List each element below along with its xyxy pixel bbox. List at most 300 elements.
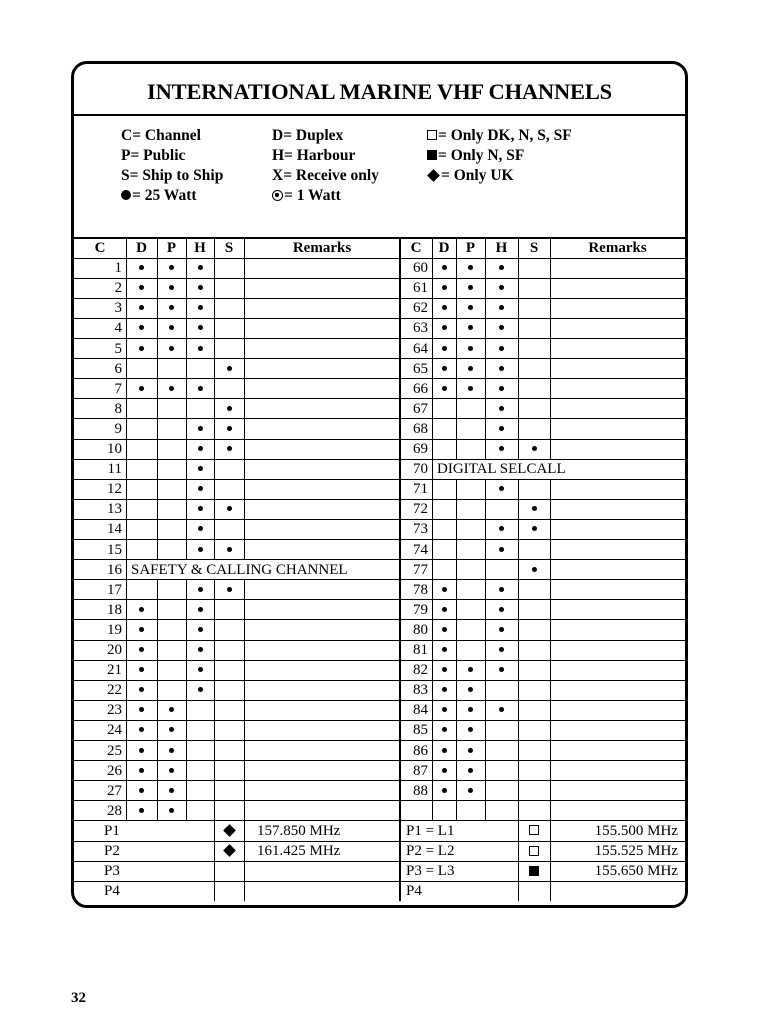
left-cell-h [186,439,214,459]
bullet-icon [468,768,473,773]
left-channel-number: 15 [107,541,122,558]
right-cell-h [485,298,518,318]
left-cell-h [186,499,214,519]
bullet-icon [442,707,447,712]
bullet-icon [139,647,144,652]
right-cell-d [432,339,456,359]
bullet-icon [198,687,203,692]
right-cell-h [485,439,518,459]
bullet-icon [139,607,144,612]
bullet-icon [442,366,447,371]
legend-receive-only: X= Receive only [272,167,379,184]
grid-row-line [74,640,685,641]
right-channel-number: 73 [413,521,428,538]
right-header-d: D [438,240,450,256]
right-cell-h [485,620,518,640]
bullet-icon [198,506,203,511]
left-cell-h [186,479,214,499]
right-channel-number: 74 [413,541,428,558]
bullet-icon [442,687,447,692]
bullet-icon [468,748,473,753]
bullet-icon [139,707,144,712]
left-cell-s [214,399,244,419]
right-cell-d [432,620,456,640]
left-c-column-line [126,560,127,580]
bullet-icon [198,386,203,391]
right-private-channel: P4 [406,883,422,900]
left-private-channel: P3 [104,863,120,880]
bullet-icon [227,366,232,371]
bullet-icon [532,446,537,451]
left-cell-h [186,620,214,640]
left-cell-h [186,540,214,560]
left-cell-d [126,640,157,660]
right-cell-p [456,660,485,680]
bullet-icon [169,305,174,310]
bullet-icon [442,647,447,652]
bullet-icon [139,667,144,672]
right-cell-h [485,600,518,620]
left-cell-d [126,680,157,700]
right-cell-d [432,580,456,600]
right-channel-number: 86 [413,742,428,759]
bullet-icon [468,346,473,351]
bullet-icon [169,788,174,793]
right-cell-p [456,298,485,318]
grid-row-line [74,619,685,620]
left-channel-number: 27 [107,782,122,799]
bullet-icon [442,346,447,351]
right-channel-number: 85 [413,722,428,739]
left-channel-number: 25 [107,742,122,759]
right-cell-h [485,519,518,539]
left-channel-number: 26 [107,762,122,779]
right-private-symbol [518,841,550,861]
right-cell-d [432,318,456,338]
bullet-icon [227,547,232,552]
left-cell-h [186,600,214,620]
bullet-icon [499,265,504,270]
bullet-icon [227,426,232,431]
bullet-icon [198,325,203,330]
left-private-channel: P2 [104,843,120,859]
bullet-icon [139,687,144,692]
left-header-c: C [94,240,106,256]
bullet-icon [169,285,174,290]
left-channel-remark: SAFETY & CALLING CHANNEL [131,561,348,578]
right-private-channel: P2 = L2 [406,843,455,859]
left-cell-s [214,580,244,600]
right-cell-d [432,680,456,700]
bullet-icon [499,587,504,592]
bullet-icon [442,285,447,290]
bullet-icon [139,386,144,391]
legend-only-dk-n-s-sf [427,127,572,145]
left-cell-d [126,278,157,298]
right-cell-p [456,680,485,700]
right-cell-d [432,761,456,781]
grid-row-line [74,439,685,440]
right-cell-p [456,258,485,278]
grid-row-line [74,660,685,661]
left-cell-p [157,278,186,298]
right-cell-h [485,640,518,660]
left-cell-h [186,258,214,278]
grid-row-line [74,519,685,520]
legend-only-n-sf [427,147,524,165]
ringed-dot-icon [272,190,283,201]
right-cell-h [485,399,518,419]
bullet-icon [442,627,447,632]
right-channel-number [400,801,428,821]
right-cell-p [456,278,485,298]
bullet-icon [198,285,203,290]
left-cell-p [157,298,186,318]
left-channel-number: 18 [107,601,122,618]
filled-square-icon [529,866,539,876]
right-channel-number: 69 [413,441,428,457]
bullet-icon [139,727,144,732]
bullet-icon [532,526,537,531]
right-channel-number: 60 [413,260,428,277]
bullet-icon [499,627,504,632]
left-cell-h [186,419,214,439]
bullet-icon [442,587,447,592]
right-cell-h [485,339,518,359]
left-private-symbol [214,821,244,841]
right-channel-number: 81 [413,642,428,658]
right-channel-number: 62 [413,300,428,317]
right-cell-p [456,741,485,761]
left-private-frequency: 161.425 MHz [257,843,341,859]
right-cell-p [456,781,485,801]
right-channel-number: 70 [413,461,428,478]
bullet-icon [198,647,203,652]
left-cell-s [214,419,244,439]
left-channel-number: 21 [107,662,122,679]
bullet-icon [499,346,504,351]
bullet-icon [169,727,174,732]
right-cell-d [432,781,456,801]
bullet-icon [169,346,174,351]
right-channel-number: 88 [413,782,428,799]
left-channel-number: 7 [114,380,122,397]
right-channel-number: 87 [413,762,428,779]
right-header-c: C [410,240,422,256]
left-cell-p [157,761,186,781]
bullet-icon [532,567,537,572]
right-channel-number: 79 [413,601,428,618]
right-cell-h [485,258,518,278]
bullet-icon [442,305,447,310]
left-cell-p [157,781,186,801]
left-channel-number: 6 [114,360,122,377]
bullet-icon [198,526,203,531]
right-cell-p [456,720,485,740]
page-title: INTERNATIONAL MARINE VHF CHANNELS [74,64,685,116]
left-private-channel: P4 [104,883,120,900]
right-header-s: S [529,240,539,256]
left-cell-d [126,258,157,278]
right-channel-remark: DIGITAL SELCALL [437,461,566,478]
left-channel-number: 11 [107,461,122,478]
bullet-icon [139,325,144,330]
right-channel-number: 83 [413,682,428,699]
bullet-icon [468,325,473,330]
bullet-icon [198,466,203,471]
left-channel-number: 14 [107,521,122,538]
right-cell-h [485,540,518,560]
left-channel-number: 12 [107,481,122,498]
left-header-h: H [194,240,206,256]
bullet-icon [499,325,504,330]
right-channel-number: 71 [413,481,428,498]
left-cell-d [126,741,157,761]
right-channel-number: 64 [413,340,428,357]
legend-public: P= Public [121,147,186,164]
right-cell-p [456,339,485,359]
right-cell-h [485,700,518,720]
legend-only-dk-label: = Only DK, N, S, SF [438,127,572,144]
bullet-icon [499,526,504,531]
left-private-channel: P1 [104,822,120,839]
left-cell-d [126,801,157,821]
bullet-icon [139,748,144,753]
bullet-icon [499,607,504,612]
open-square-icon [529,825,539,835]
bullet-icon [499,446,504,451]
right-cell-s [518,560,550,580]
right-header-p: P [465,240,476,256]
right-header-remarks: Remarks [588,240,647,256]
filled-circle-icon [121,190,131,200]
left-channel-number: 23 [107,702,122,719]
left-cell-p [157,379,186,399]
bullet-icon [198,426,203,431]
left-cell-p [157,741,186,761]
legend-channel: C= Channel [121,127,201,144]
left-cell-s [214,499,244,519]
right-cell-d [432,720,456,740]
bullet-icon [139,346,144,351]
bullet-icon [468,305,473,310]
right-cell-d [432,258,456,278]
legend-1-watt-label: = 1 Watt [284,187,341,204]
right-channel-number: 65 [413,360,428,377]
filled-square-icon [427,150,437,160]
bullet-icon [169,386,174,391]
bullet-icon [169,325,174,330]
right-channel-number: 68 [413,420,428,437]
right-channel-number: 63 [413,320,428,337]
bullet-icon [468,687,473,692]
left-cell-h [186,640,214,660]
bullet-icon [499,547,504,552]
legend-only-uk-label: = Only UK [441,167,514,184]
left-cell-d [126,720,157,740]
bullet-icon [499,305,504,310]
bullet-icon [442,325,447,330]
left-header-remarks: Remarks [292,240,352,256]
legend-25-watt [121,187,197,205]
right-private-channel: P3 = L3 [406,863,455,880]
left-cell-d [126,620,157,640]
right-private-channel: P1 = L1 [406,822,455,839]
left-cell-d [126,600,157,620]
bullet-icon [198,547,203,552]
bullet-icon [227,406,232,411]
left-header-d: D [136,240,147,256]
bullet-icon [499,486,504,491]
legend-ship-to-ship: S= Ship to Ship [121,167,224,184]
left-cell-h [186,660,214,680]
right-cell-p [456,318,485,338]
left-channel-number: 17 [107,581,122,598]
legend-only-n-label: = Only N, SF [438,147,525,164]
bullet-icon [468,788,473,793]
left-channel-number: 28 [107,802,122,819]
bullet-icon [499,386,504,391]
filled-diamond-icon [223,824,236,837]
right-cell-s [518,499,550,519]
bullet-icon [169,748,174,753]
bullet-icon [468,707,473,712]
left-cell-d [126,660,157,680]
left-cell-h [186,459,214,479]
left-channel-number: 10 [107,441,122,457]
left-cell-p [157,339,186,359]
left-cell-p [157,258,186,278]
right-cell-h [485,359,518,379]
bullet-icon [442,727,447,732]
left-cell-d [126,700,157,720]
left-cell-s [214,439,244,459]
bullet-icon [139,305,144,310]
right-channel-number: 67 [413,400,428,417]
bullet-icon [468,667,473,672]
right-channel-number: 78 [413,581,428,598]
legend-only-uk [427,167,514,185]
legend-1-watt [272,187,341,205]
left-cell-d [126,318,157,338]
bullet-icon [442,748,447,753]
open-square-icon [529,846,539,856]
right-cell-h [485,580,518,600]
right-cell-p [456,359,485,379]
left-cell-h [186,580,214,600]
right-cell-d [432,741,456,761]
bullet-icon [139,788,144,793]
legend [74,116,685,238]
left-cell-h [186,298,214,318]
bullet-icon [169,768,174,773]
bullet-icon [499,647,504,652]
left-channel-number: 19 [107,621,122,638]
bullet-icon [442,667,447,672]
right-cell-p [456,379,485,399]
left-cell-d [126,298,157,318]
right-cell-d [432,600,456,620]
left-cell-h [186,680,214,700]
bullet-icon [499,406,504,411]
bullet-icon [227,506,232,511]
right-private-frequency: 155.650 MHz [594,863,678,880]
bullet-icon [499,667,504,672]
left-column-line [244,580,245,821]
left-header-s: S [224,240,234,256]
bullet-icon [227,446,232,451]
left-cell-p [157,720,186,740]
bullet-icon [442,788,447,793]
bullet-icon [198,305,203,310]
bullet-icon [468,727,473,732]
filled-diamond-icon [427,169,440,182]
bullet-icon [139,265,144,270]
right-c-column-line [432,459,433,479]
bullet-icon [198,667,203,672]
right-cell-h [485,278,518,298]
bullet-icon [532,506,537,511]
right-private-frequency: 155.525 MHz [594,843,678,859]
left-cell-s [214,359,244,379]
right-cell-h [485,419,518,439]
left-cell-h [186,379,214,399]
channel-table-frame [71,61,688,908]
bullet-icon [442,768,447,773]
left-channel-number: 2 [114,280,122,297]
right-column-line [550,238,551,459]
bullet-icon [169,707,174,712]
bullet-icon [139,627,144,632]
bullet-icon [468,285,473,290]
bullet-icon [139,808,144,813]
left-cell-d [126,379,157,399]
right-header-h: H [495,240,508,256]
legend-duplex: D= Duplex [272,127,344,144]
left-channel-number: 22 [107,682,122,699]
right-cell-s [518,439,550,459]
bullet-icon [169,265,174,270]
left-cell-p [157,801,186,821]
left-cell-s [214,540,244,560]
right-channel-number: 80 [413,621,428,638]
right-channel-number: 66 [413,380,428,397]
bullet-icon [442,386,447,391]
right-cell-h [485,318,518,338]
bullet-icon [169,808,174,813]
bullet-icon [499,707,504,712]
right-cell-h [485,379,518,399]
left-cell-d [126,781,157,801]
bullet-icon [442,265,447,270]
left-cell-d [126,761,157,781]
left-private-frequency: 157.850 MHz [257,822,341,839]
bullet-icon [198,607,203,612]
bullet-icon [499,426,504,431]
bullet-icon [468,265,473,270]
right-cell-d [432,298,456,318]
right-cell-h [485,660,518,680]
bullet-icon [499,285,504,290]
page-number: 32 [71,990,86,1006]
left-cell-d [126,339,157,359]
left-channel-number: 4 [114,320,122,337]
right-private-symbol [518,821,550,841]
left-channel-number: 16 [107,561,122,578]
bullet-icon [198,587,203,592]
bullet-icon [468,366,473,371]
left-cell-h [186,318,214,338]
